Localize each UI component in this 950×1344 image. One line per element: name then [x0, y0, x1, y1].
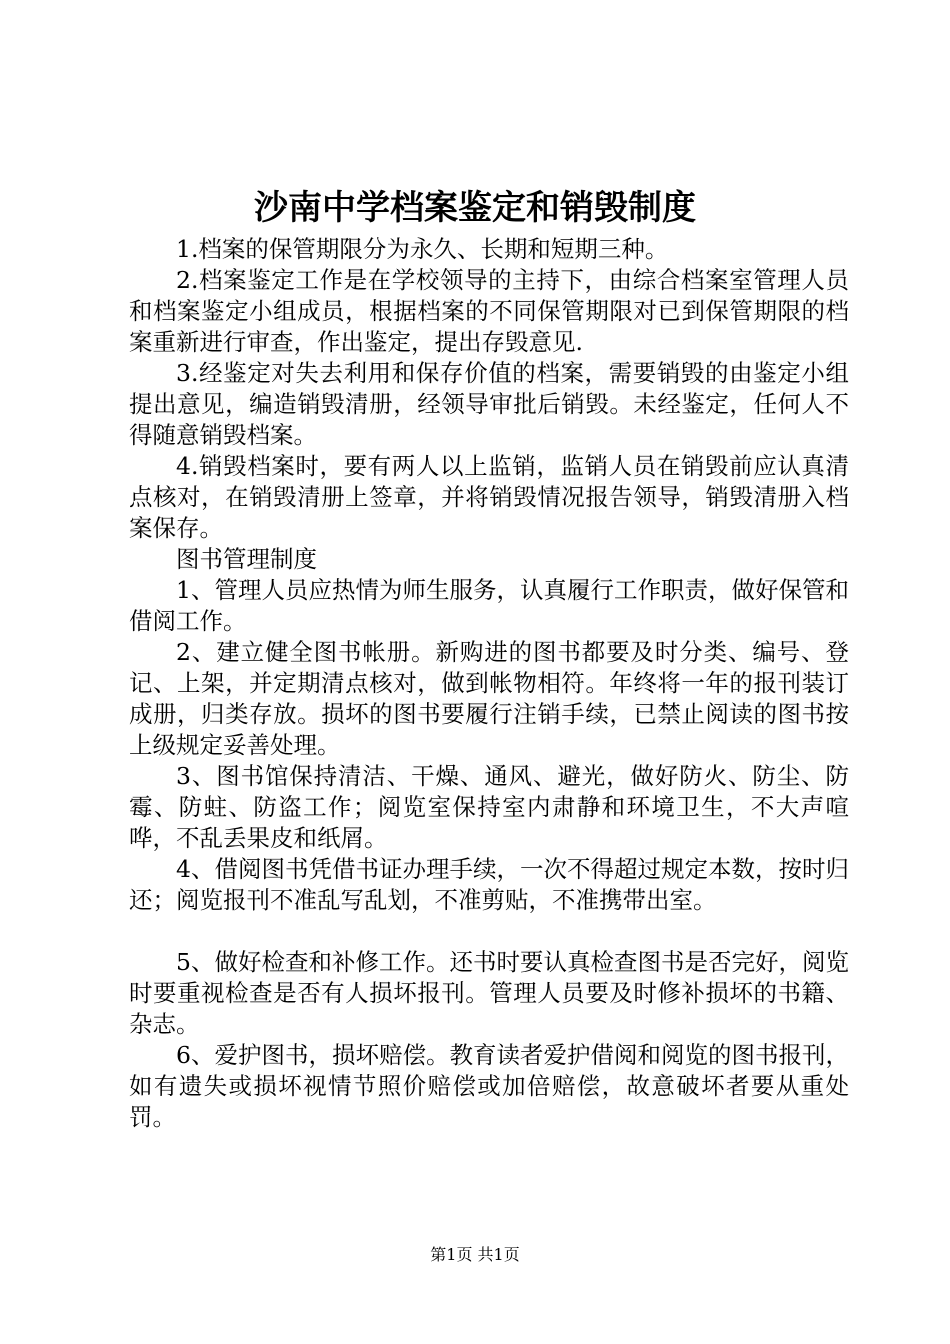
paragraph: 4.销毁档案时，要有两人以上监销，监销人员在销毁前应认真清点核对，在销毁清册上签章，并将销毁情况报告领导，销毁清册入档案保存。	[129, 452, 849, 542]
paragraph: 2、建立健全图书帐册。新购进的图书都要及时分类、编号、登记、上架，并定期清点核对，做到帐物相符。年终将一年的报刊装订成册，归类存放。损坏的图书要履行注销手续，已禁止阅读的图书按上级规定妥善处理。	[129, 638, 849, 759]
document-body	[129, 234, 849, 1133]
paragraph: 4、借阅图书凭借书证办理手续，一次不得超过规定本数，按时归还；阅览报刊不准乱写乱划，不准剪贴，不准携带出室。	[129, 855, 849, 914]
document-title: 沙南中学档案鉴定和销毁制度	[254, 188, 696, 228]
paragraph: 6、爱护图书，损坏赔偿。教育读者爱护借阅和阅览的图书报刊，如有遗失或损坏视情节照价赔偿或加倍赔偿，故意破坏者要从重处罚。	[129, 1041, 849, 1131]
paragraph: 3.经鉴定对失去利用和保存价值的档案，需要销毁的由鉴定小组提出意见，编造销毁清册，经领导审批后销毁。未经鉴定，任何人不得随意销毁档案。	[129, 359, 849, 449]
paragraph: 2.档案鉴定工作是在学校领导的主持下，由综合档案室管理人员和档案鉴定小组成员，根据档案的不同保管期限对已到保管期限的档案重新进行审查，作出鉴定，提出存毁意见.	[129, 266, 849, 356]
paragraph: 5、做好检查和补修工作。还书时要认真检查图书是否完好，阅览时要重视检查是否有人损坏报刊。管理人员要及时修补损坏的书籍、杂志。	[129, 948, 849, 1038]
paragraph: 1.档案的保管期限分为永久、长期和短期三种。	[176, 235, 669, 263]
page-footer: 第1页 共1页	[430, 1245, 520, 1264]
section-heading: 图书管理制度	[176, 545, 317, 573]
paragraph: 1、管理人员应热情为师生服务，认真履行工作职责，做好保管和借阅工作。	[129, 576, 849, 635]
paragraph: 3、图书馆保持清洁、干燥、通风、避光，做好防火、防尘、防霉、防蛀、防盗工作；阅览室保持室内肃静和环境卫生，不大声喧哗，不乱丢果皮和纸屑。	[129, 762, 849, 852]
